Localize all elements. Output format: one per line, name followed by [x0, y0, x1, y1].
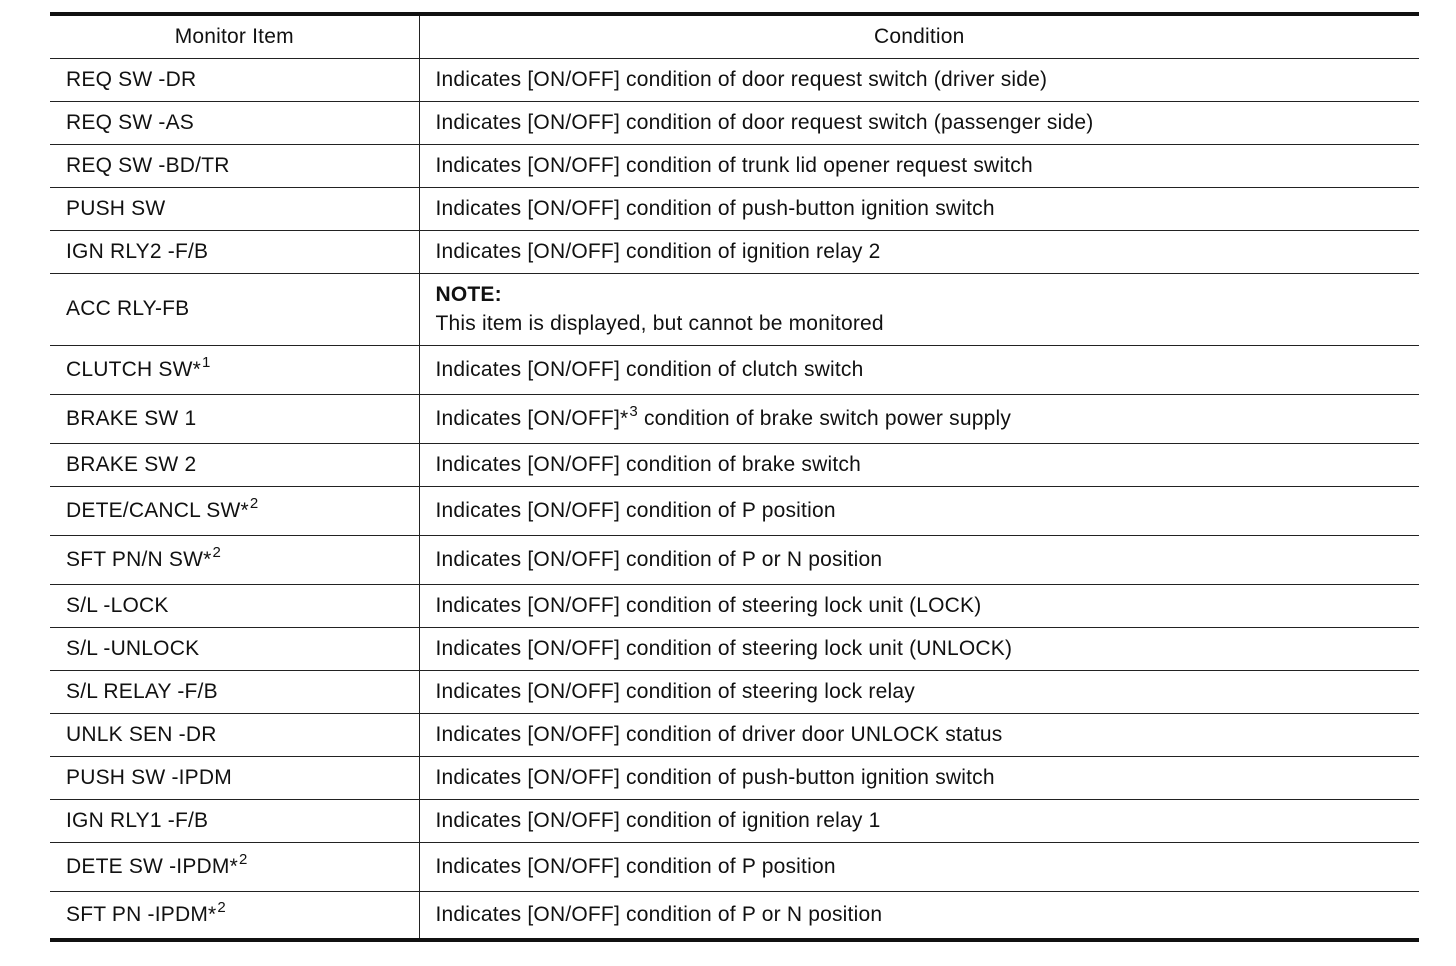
- condition-text: Indicates [ON/OFF] condition of clutch switch: [435, 357, 864, 381]
- condition-text: Indicates [ON/OFF] condition of P position: [435, 498, 836, 522]
- monitor-item-text: SFT PN/N SW*: [66, 547, 212, 571]
- condition-cell: [419, 345, 1419, 394]
- monitor-item-text: IGN RLY1 -F/B: [66, 808, 209, 832]
- header-row: [50, 14, 1419, 58]
- monitor-item-text: PUSH SW: [66, 196, 166, 220]
- monitor-item-text: S/L -LOCK: [66, 593, 169, 617]
- condition-cell: [419, 627, 1419, 670]
- note-label: NOTE:: [435, 283, 502, 306]
- monitor-item-cell: [50, 713, 419, 756]
- condition-text: Indicates [ON/OFF] condition of P or N position: [435, 902, 883, 926]
- condition-cell: [419, 187, 1419, 230]
- table-row: [50, 535, 1419, 584]
- monitor-item-text: BRAKE SW 2: [66, 452, 197, 476]
- condition-cell: [419, 486, 1419, 535]
- monitor-item-text: REQ SW -AS: [66, 110, 195, 134]
- monitor-item-cell: [50, 842, 419, 891]
- condition-cell: [419, 273, 1419, 345]
- monitor-item-text: REQ SW -DR: [66, 67, 197, 91]
- condition-text: Indicates [ON/OFF] condition of push-button ignition switch: [435, 765, 995, 789]
- condition-text: Indicates [ON/OFF] condition of steering lock unit (UNLOCK): [435, 636, 1013, 660]
- monitor-item-cell: [50, 187, 419, 230]
- table-row: [50, 584, 1419, 627]
- condition-cell: [419, 891, 1419, 940]
- monitor-item-cell: [50, 101, 419, 144]
- table-row: [50, 670, 1419, 713]
- condition-text: Indicates [ON/OFF] condition of push-button ignition switch: [435, 196, 995, 220]
- footnote-marker: 3: [629, 402, 638, 420]
- condition-cell: [419, 670, 1419, 713]
- table-row: [50, 144, 1419, 187]
- table-row: [50, 345, 1419, 394]
- footnote-marker: 2: [238, 850, 248, 868]
- footnote-marker: 2: [212, 543, 222, 561]
- monitor-item-cell: [50, 535, 419, 584]
- monitor-item-text: DETE SW -IPDM*: [66, 854, 238, 878]
- table-row: [50, 443, 1419, 486]
- monitor-item-cell: [50, 443, 419, 486]
- monitor-item-text: PUSH SW -IPDM: [66, 765, 232, 789]
- monitor-item-table: [50, 12, 1419, 942]
- header-condition: Condition: [419, 14, 1419, 58]
- table-body: [50, 58, 1419, 940]
- monitor-item-cell: [50, 144, 419, 187]
- table-row: [50, 187, 1419, 230]
- table-row: [50, 58, 1419, 101]
- footnote-marker: 2: [249, 494, 259, 512]
- monitor-item-text: DETE/CANCL SW*: [66, 498, 249, 522]
- condition-text: Indicates [ON/OFF] condition of P position: [435, 854, 836, 878]
- condition-cell: [419, 101, 1419, 144]
- condition-text: Indicates [ON/OFF] condition of trunk lid opener request switch: [435, 153, 1033, 177]
- condition-cell: [419, 58, 1419, 101]
- condition-text: Indicates [ON/OFF] condition of door request switch (passenger side): [435, 110, 1094, 134]
- table-row: [50, 394, 1419, 443]
- table-row: [50, 842, 1419, 891]
- header-monitor-item: Monitor Item: [50, 14, 419, 58]
- monitor-item-cell: [50, 486, 419, 535]
- monitor-item-text: S/L -UNLOCK: [66, 636, 200, 660]
- monitor-item-cell: [50, 230, 419, 273]
- table-row: [50, 756, 1419, 799]
- table-header: [50, 14, 1419, 58]
- condition-cell: [419, 443, 1419, 486]
- condition-text: Indicates [ON/OFF] condition of ignition relay 2: [435, 239, 881, 263]
- monitor-item-text: SFT PN -IPDM*: [66, 902, 217, 926]
- monitor-item-table-container: [50, 12, 1419, 942]
- condition-text: Indicates [ON/OFF] condition of door request switch (driver side): [435, 67, 1048, 91]
- monitor-item-text: UNLK SEN -DR: [66, 722, 217, 746]
- condition-cell: [419, 842, 1419, 891]
- condition-text: Indicates [ON/OFF] condition of driver door UNLOCK status: [435, 722, 1003, 746]
- monitor-item-cell: [50, 756, 419, 799]
- table-row: [50, 101, 1419, 144]
- monitor-item-cell: [50, 58, 419, 101]
- note-text: This item is displayed, but cannot be monitored: [435, 312, 884, 335]
- monitor-item-text: CLUTCH SW*: [66, 357, 202, 381]
- monitor-item-cell: [50, 584, 419, 627]
- condition-text: Indicates [ON/OFF]*: [435, 406, 629, 430]
- monitor-item-cell: [50, 670, 419, 713]
- monitor-item-cell: [50, 627, 419, 670]
- monitor-item-text: REQ SW -BD/TR: [66, 153, 230, 177]
- monitor-item-text: S/L RELAY -F/B: [66, 679, 218, 703]
- monitor-item-cell: [50, 891, 419, 940]
- condition-cell: [419, 144, 1419, 187]
- monitor-item-text: BRAKE SW 1: [66, 406, 197, 430]
- table-row: [50, 273, 1419, 345]
- condition-cell: [419, 535, 1419, 584]
- table-row: [50, 230, 1419, 273]
- table-row: [50, 486, 1419, 535]
- condition-cell: [419, 230, 1419, 273]
- condition-text: Indicates [ON/OFF] condition of brake switch: [435, 452, 861, 476]
- condition-text: Indicates [ON/OFF] condition of ignition relay 1: [435, 808, 881, 832]
- condition-cell: [419, 584, 1419, 627]
- condition-cell: [419, 713, 1419, 756]
- condition-text: condition of brake switch power supply: [637, 406, 1012, 430]
- condition-text: Indicates [ON/OFF] condition of steering lock unit (LOCK): [435, 593, 982, 617]
- footnote-marker: 2: [217, 898, 226, 916]
- footnote-marker: 1: [202, 353, 211, 371]
- condition-cell: [419, 756, 1419, 799]
- monitor-item-cell: [50, 345, 419, 394]
- table-row: [50, 713, 1419, 756]
- monitor-item-text: ACC RLY-FB: [66, 297, 190, 320]
- table-row: [50, 891, 1419, 940]
- table-row: [50, 799, 1419, 842]
- monitor-item-cell: [50, 799, 419, 842]
- condition-text: Indicates [ON/OFF] condition of steering lock relay: [435, 679, 915, 703]
- condition-cell: [419, 394, 1419, 443]
- condition-text: Indicates [ON/OFF] condition of P or N position: [435, 547, 883, 571]
- monitor-item-text: IGN RLY2 -F/B: [66, 239, 209, 263]
- monitor-item-cell: [50, 394, 419, 443]
- table-row: [50, 627, 1419, 670]
- condition-cell: [419, 799, 1419, 842]
- monitor-item-cell: [50, 273, 419, 345]
